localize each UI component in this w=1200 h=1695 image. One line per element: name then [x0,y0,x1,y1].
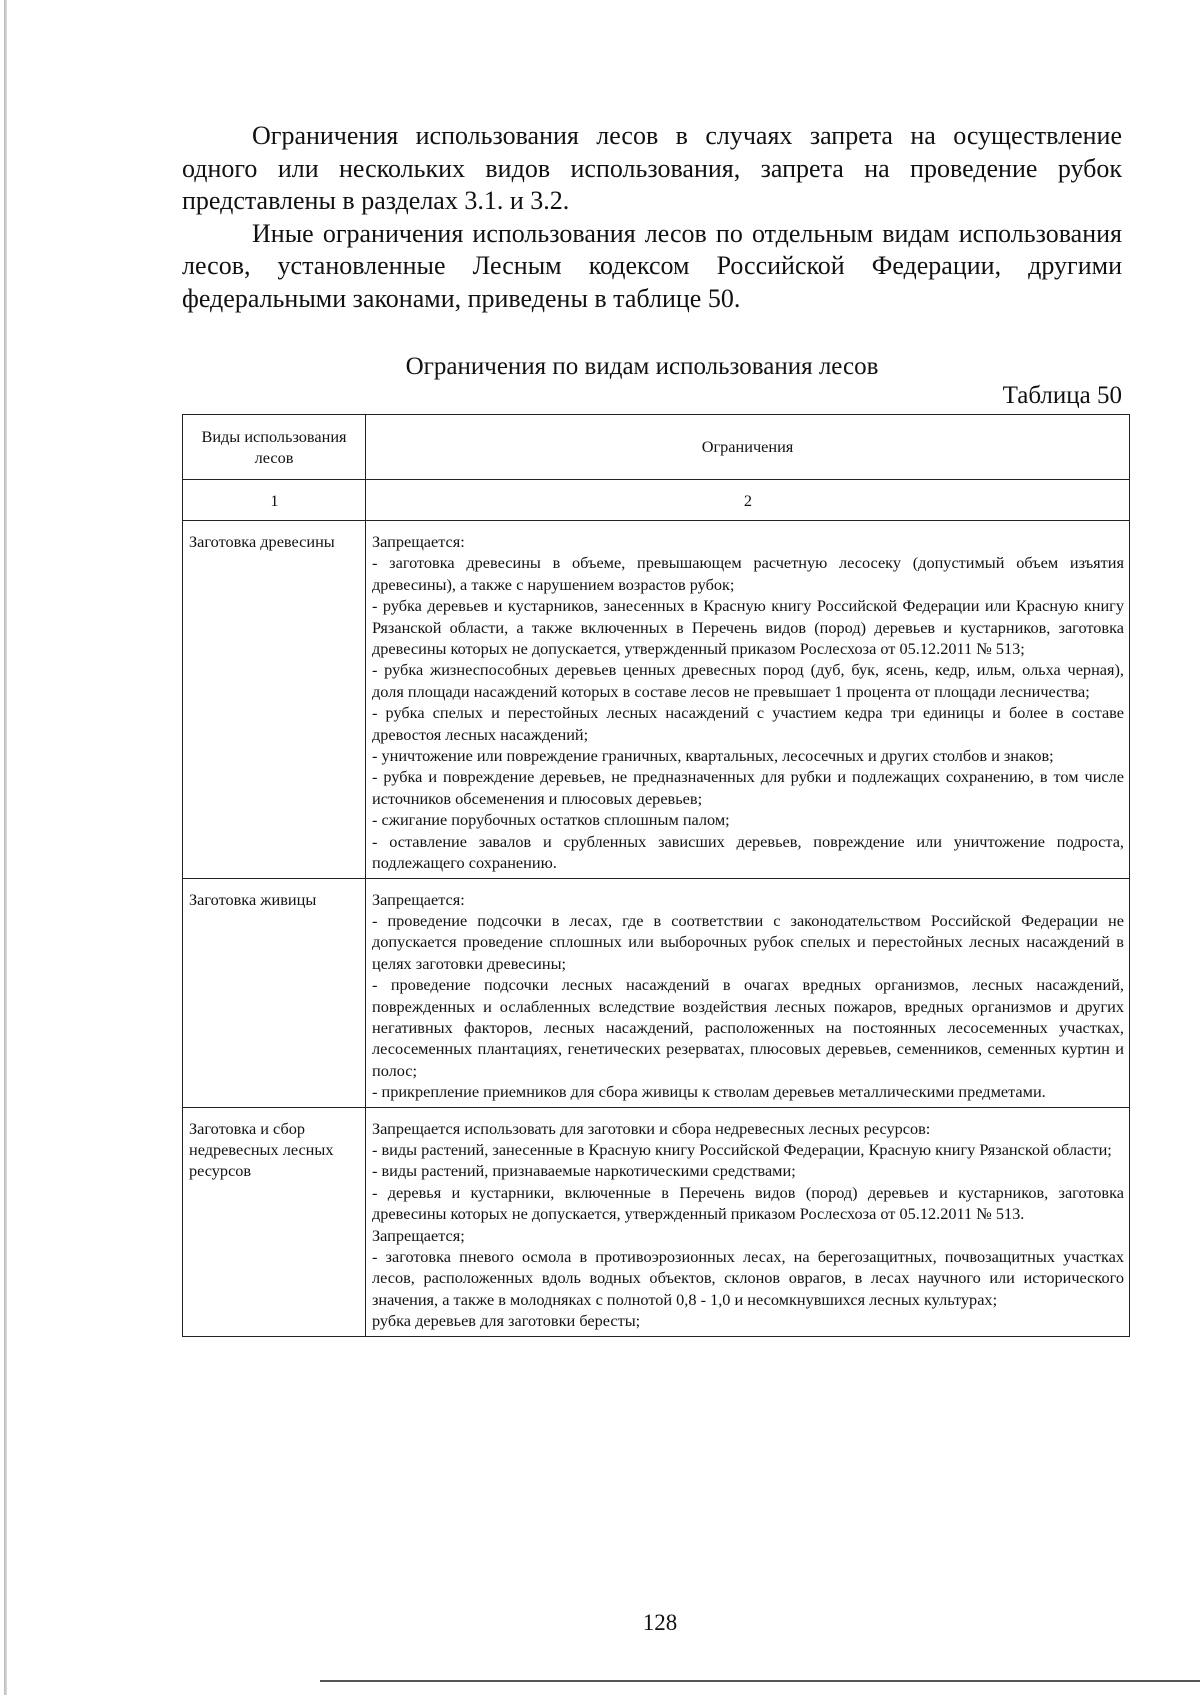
restrictions-table [182,414,1130,1337]
restriction-line: - проведение подсочки в лесах, где в соответствии с законодательством Российской Федерации не допускается проведение сплошных или выборочных рубок спелых и перестойных лесных насаждений в целях заготовки древесины; [372,910,1124,973]
restriction-line: - сжигание порубочных остатков сплошным палом; [372,810,730,830]
restriction-line: - проведение подсочки лесных насаждений в очагах вредных организмов, лесных насаждений, поврежденных и ослабленных вследствие воздействия лесных пожаров, вредных организмов и других негативных факторов, лесных насаждений, расположенных на постоянных лесосеменных участках, лесосеменных плантациях, генетических резерватах, плюсовых деревьев, семенников, семенных куртин и полос; [372,975,1124,1080]
column-number-row [183,480,1130,521]
forest-use-type: Заготовка и сбор недревесных лесных ресурсов [183,1107,366,1336]
intro-paragraph-1: Ограничения использования лесов в случаях запрета на осуществление одного или нескольких видов использования, запрета на проведение рубок представлены в разделах 3.1. и 3.2. [182,121,1122,215]
scan-bottom-line [320,1680,1200,1682]
column-number-1: 1 [183,480,366,521]
restriction-line: Запрещается: [372,889,465,909]
restrictions-cell [366,521,1130,879]
restriction-line: - рубка спелых и перестойных лесных насаждений с участием кедра три единицы и более в составе древостоя лесных насаждений; [372,703,1124,744]
header-restrictions: Ограничения [366,415,1130,480]
header-forest-use-types: Виды использования лесов [183,415,366,480]
restrictions-cell [366,1107,1130,1336]
restriction-line: Запрещается: [372,532,465,551]
restriction-line: - уничтожение или повреждение граничных, квартальных, лесосечных и других столбов и знаков; [372,746,1054,766]
restriction-line: - заготовка древесины в объеме, превышающем расчетную лесосеку (допустимый объем изъятия древесины), а также с нарушением возрастов рубок; [372,553,1124,594]
restriction-line: Запрещается; [372,1225,465,1245]
restriction-line: - рубка деревьев и кустарников, занесенных в Красную книгу Российской Федерации или Красную книгу Рязанской области, а также включенных в Перечень видов (пород) деревьев и кустарников, заготовка древесины которых не допускается, утвержденный приказом Рослесхоза от 05.12.2011 № 513; [372,596,1124,659]
table-row [183,521,1130,879]
intro-paragraph-2: Иные ограничения использования лесов по отдельным видам использования лесов, установленные Лесным кодексом Российской Федерации, другими федеральными законами, приведены в таблице 50. [182,218,1122,313]
restriction-line: - виды растений, признаваемые наркотическими средствами; [372,1161,796,1181]
scan-page-edge [4,0,7,1695]
restriction-line: - деревья и кустарники, включенные в Перечень видов (пород) деревьев и кустарников, заготовка древесины которых не допускается, утвержденный приказом Рослесхоза от 05.12.2011 № 513. [372,1182,1124,1224]
table-number: Таблица 50 [1002,382,1122,409]
restriction-line: - рубка жизнеспособных деревьев ценных древесных пород (дуб, бук, ясень, кедр, ильм, ольха черная), доля площади насаждений которых в составе лесов не превышает 1 процента от площади лесничества; [372,660,1124,701]
column-number-2: 2 [366,480,1130,521]
restriction-line: - оставление завалов и срубленных зависших деревьев, повреждение или уничтожение подроста, подлежащего сохранению. [372,831,1124,873]
forest-use-type: Заготовка живицы [183,878,366,1107]
table-row [183,878,1130,1107]
restriction-line: - рубка и повреждение деревьев, не предназначенных для рубки и подлежащих сохранению, в том числе источников обсеменения и плюсовых деревьев; [372,767,1124,808]
table-title: Ограничения по видам использования лесов [405,353,879,380]
table-row [183,1107,1130,1336]
restriction-line: рубка деревьев для заготовки бересты; [372,1311,641,1331]
page-number: 128 [642,1610,678,1635]
restrictions-cell [366,878,1130,1107]
restriction-line: - виды растений, занесенные в Красную книгу Российской Федерации, Красную книгу Рязанской области; [372,1139,1112,1159]
restriction-line: - заготовка пневого осмола в противоэрозионных лесах, на берегозащитных, почвозащитных участках лесов, расположенных вдоль водных объектов, склонов оврагов, в лесах научного или исторического значения, а также в молодняках с полнотой 0,8 - 1,0 и несомкнувшихся лесных культурах; [372,1247,1124,1309]
forest-use-type: Заготовка древесины [183,521,366,879]
table-header-row [183,415,1130,480]
restriction-line: Запрещается использовать для заготовки и сбора недревесных лесных ресурсов: [372,1118,931,1138]
intro-text [182,120,1122,315]
restriction-line: - прикрепление приемников для сбора живицы к стволам деревьев металлическими предметами. [372,1082,1046,1102]
